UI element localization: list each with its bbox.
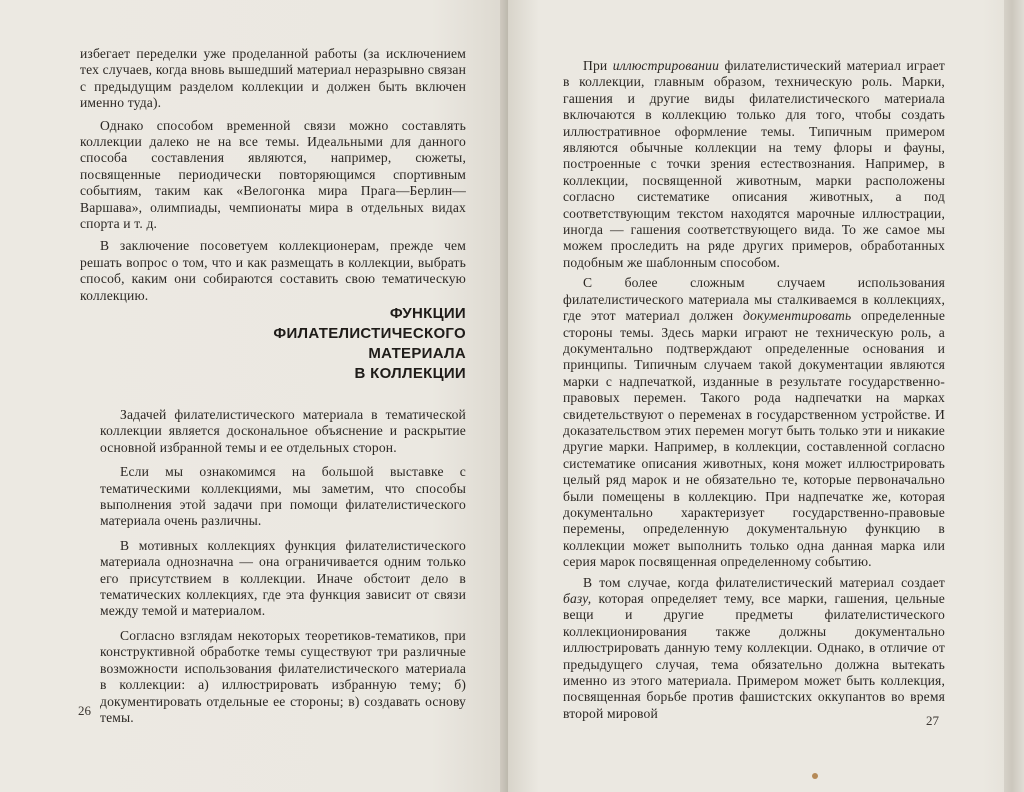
text-run: В том случае, когда филателистический материал создает	[583, 574, 945, 590]
left-section-text	[100, 407, 466, 734]
paragraph	[563, 575, 945, 723]
paragraph: избегает переделки уже проделанной работы (за исключением тех случаев, когда вновь вышедший материал неразрывно связан с предыдущим разделом коллекции и должен быть включен именно туда).	[80, 46, 466, 111]
left-top-text	[80, 46, 466, 310]
paragraph	[563, 58, 945, 271]
paragraph: Задачей филателистического материала в тематической коллекции является доскональное объяснение и раскрытие основной избранной темы и ее отдельных сторон.	[100, 407, 466, 455]
paper-spot	[812, 773, 818, 779]
text-run: определенные стороны темы. Здесь марки играют не техническую роль, а документально подтверждают определенные основания и принципы. Типичным случаем такой документации являются марки с надпечаткой, изданные в результате государственно-правовых перемен. Такого рода надпечатки на марках свидетельствуют о переменах в государственном устройстве. И доказательством этих перемен могут быть только эти и никакие другие марки. Например, в коллекции, составленной согласно систематике описания животных, коня может иллюстрировать целый ряд марок и не обязательно те, которые первоначально были помещены в коллекцию. При надпечатке же, которая документально характеризует государственно-правовые перемены, определенную документальную функцию в коллекции может выполнить только одна данная марка или серия марок посвященная определенному событию.	[563, 308, 946, 570]
page-edge	[1004, 0, 1024, 792]
heading-line: МАТЕРИАЛА	[368, 345, 466, 362]
heading-line: ФУНКЦИИ	[389, 305, 466, 322]
paragraph	[563, 275, 945, 570]
text-run: При	[583, 58, 613, 73]
emphasis: базу,	[563, 591, 592, 606]
left-page	[0, 0, 508, 792]
text-run: которая определяет тему, все марки, гашения, цельные вещи и другие предметы филателистического коллекционирования также должны документально иллюстрировать данную тему коллекции. Однако, в отличие от предыдущего случая, тема обязательно должна вытекать именно из этого материала. Примером может быть коллекция, посвященная борьбе против фашистских оккупантов во время второй мировой	[563, 591, 945, 721]
heading-line: ФИЛАТЕЛИСТИЧЕСКОГО	[273, 325, 466, 342]
right-text	[563, 58, 945, 722]
text-run: С более сложным случаем использования филателистического материала мы сталкиваемся в коллекциях, где этот материал должен	[563, 275, 945, 324]
page-number-right: 27	[926, 713, 939, 728]
paragraph: Согласно взглядам некоторых теоретиков-тематиков, при конструктивной обработке темы существуют три различные возможности использования филателистического материала в коллекции: а) иллюстрировать избранную тему; б) документировать отдельные ее стороны; в) создавать основу темы.	[100, 627, 466, 725]
paragraph: Однако способом временной связи можно составлять коллекции далеко не на все темы. Идеальными для данного способа составления являются, например, сюжеты, посвященные периодически повторяющимся спортивным событиям, таким как «Велогонка мира Прага—Берлин—Варшава», олимпиады, чемпионаты мира в отдельных видах спорта и т. д.	[80, 117, 466, 232]
section-heading	[200, 304, 466, 384]
paragraph: В заключение посоветуем коллекционерам, прежде чем решать вопрос о том, что и как размещать в коллекции, выбрать способ, каким они собираются составить свою тематическую коллекцию.	[80, 238, 466, 303]
heading-line: В КОЛЛЕКЦИИ	[354, 365, 466, 382]
paragraph: Если мы ознакомимся на большой выставке с тематическими коллекциями, мы заметим, что способы выполнения этой задачи при помощи филателистического материала очень различны.	[100, 464, 466, 529]
text-run: филателистический материал играет в коллекции, главным образом, техническую роль. Марки, гашения и другие виды филателистического материала включаются в коллекцию только для того, чтобы создать иллюстративное оформление темы. Типичным примером являются обычные коллекции на тему флоры и фауны, построенные с точки зрения естествознания. Например, в коллекции, посвященной животным, марки расположены согласно систематике описания животных, а под соответствующим текстом находятся марочные иллюстрации, иногда — гашения соответствующего вида. То же самое мы можем проследить на ряде других примеров, обработанных подобным же шаблонным способом.	[563, 58, 946, 270]
page-number-left: 26	[78, 703, 91, 718]
emphasis: документировать	[743, 308, 852, 324]
emphasis: иллюстрировании	[612, 58, 720, 73]
paragraph: В мотивных коллекциях функция филателистического материала однозначна — она ограничивается одним только его присутствием в коллекции. Иначе обстоит дело в тематических коллекциях, где эта функция зависит от связи между темой и материалом.	[100, 537, 466, 619]
